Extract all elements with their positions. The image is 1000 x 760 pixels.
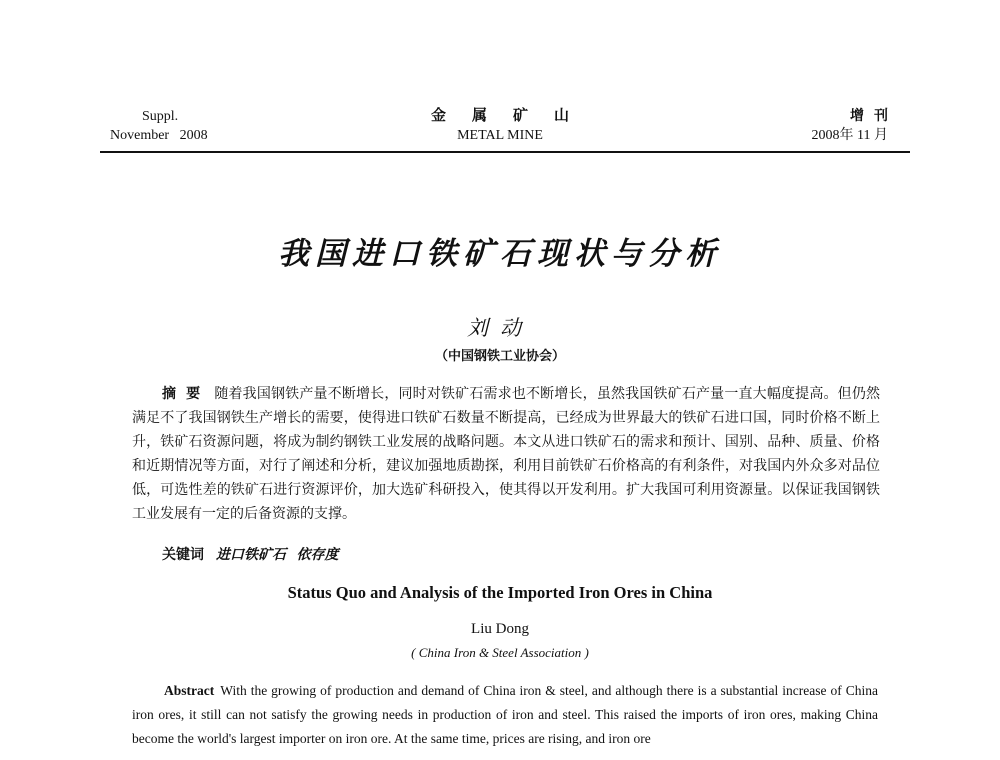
header-date-zh: 2008年 11 月 bbox=[811, 128, 888, 143]
header-rule bbox=[100, 151, 910, 153]
abstract-zh bbox=[132, 383, 880, 527]
article-title-en: Status Quo and Analysis of the Imported Iron Ores in China bbox=[287, 583, 713, 602]
abstract-text-zh: 随着我国钢铁产量不断增长，同时对铁矿石需求也不断增长，虽然我国铁矿石产量一直大幅度提高。但仍然满足不了我国钢铁生产增长的需要，使得进口铁矿石数量不断提高，已经成为世界最大的铁矿石进口国，同时价格不断上升，铁矿石资源问题，将成为制约钢铁工业发展的战略问题。本文从进口铁矿石的需求和预计、国别、品种、质量、价格和近期情况等方面，对行了阐述和分析，建议加强地质勘探，利用目前铁矿石价格高的有利条件，对我国内外众多对品位低，可选性差的铁矿石进行资源评价，加大选矿科研投入，使其得以开发利用。扩大我国可利用资源量。以保证我国钢铁工业发展有一定的后备资源的支撑。 bbox=[132, 387, 881, 522]
keywords-zh bbox=[162, 544, 339, 564]
keywords-text-zh: 进口铁矿石 依存度 bbox=[216, 548, 339, 563]
affiliation-en: ( China Iron & Steel Association ) bbox=[411, 645, 589, 660]
keywords-label-zh: 关键词 bbox=[162, 548, 204, 563]
abstract-label-en: Abstract bbox=[164, 683, 215, 698]
abstract-text-en: With the growing of production and demand of China iron & steel, and although there is a substantial increase of China iron ores, it still can not satisfy the growing needs in production of iron and steel. This raised the imports of iron ores, making China become the world's largest importer on iron ore. At the same time, prices are rising, and iron ore bbox=[132, 683, 878, 746]
journal-title-zh: 金属矿山 bbox=[430, 108, 595, 124]
header-supplement-zh: 增刊 bbox=[850, 109, 898, 124]
abstract-label-zh: 摘要 bbox=[162, 387, 211, 402]
header-month-year: November 2008 bbox=[110, 128, 208, 143]
header-right bbox=[811, 107, 898, 145]
author-zh: 刘动 bbox=[467, 316, 533, 340]
author-en: Liu Dong bbox=[471, 621, 529, 637]
article-title-zh: 我国进口铁矿石现状与分析 bbox=[278, 236, 722, 271]
header-suppl: Suppl. bbox=[142, 109, 179, 124]
journal-title-en: METAL MINE bbox=[457, 128, 543, 143]
abstract-en bbox=[132, 679, 878, 751]
affiliation-zh: （中国钢铁工业协会） bbox=[434, 348, 565, 363]
